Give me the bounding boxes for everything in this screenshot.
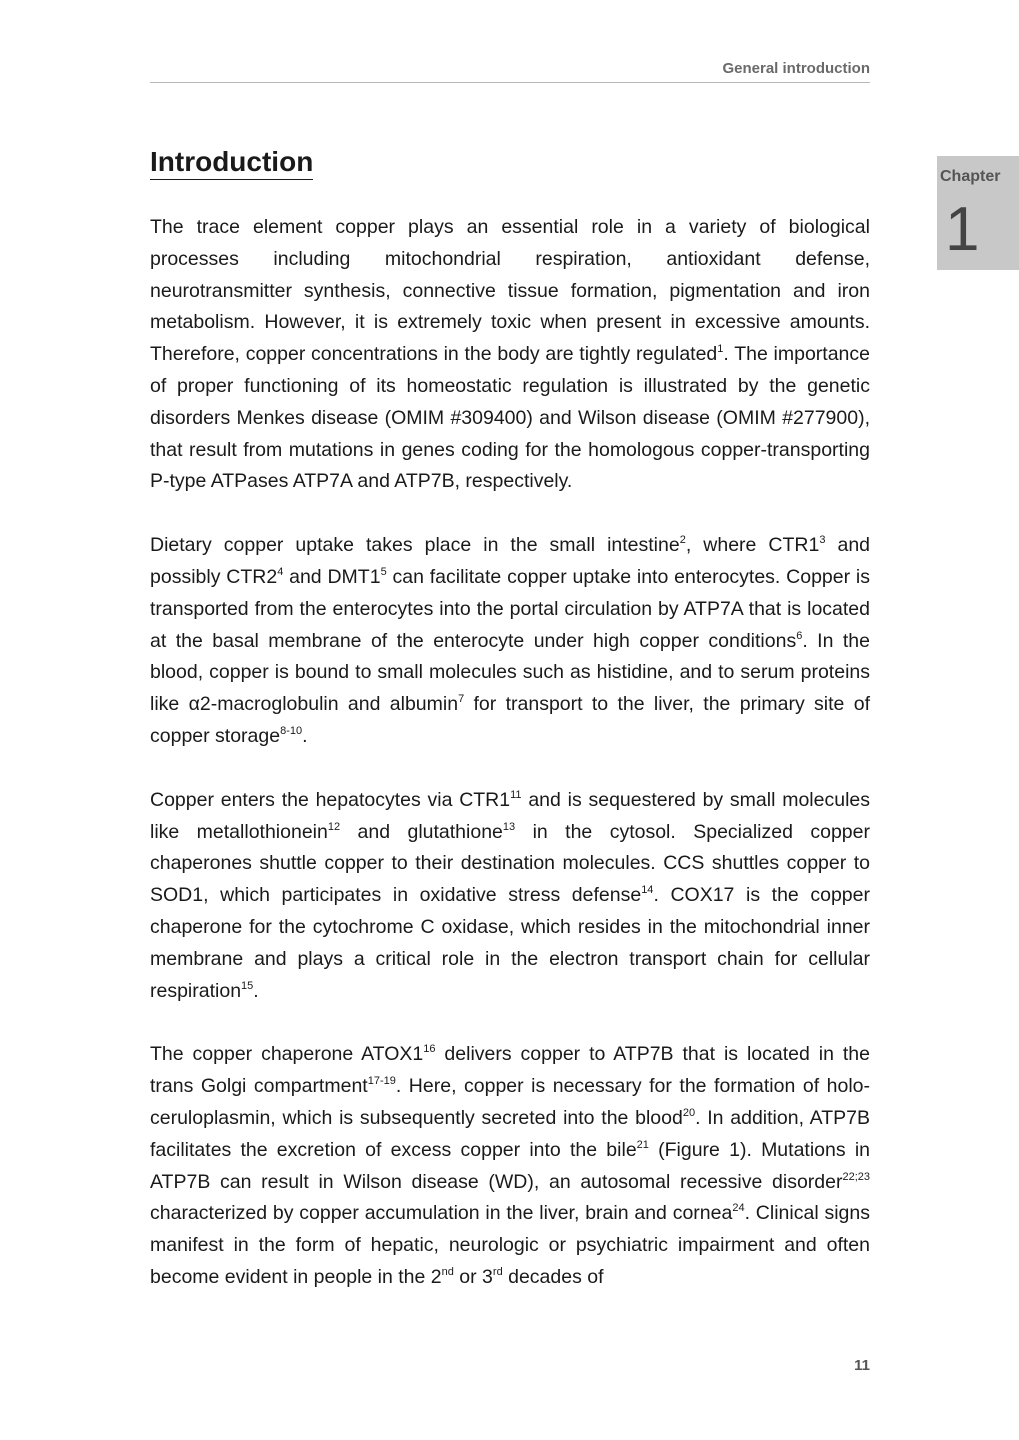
citation-superscript: 20 (682, 1106, 696, 1119)
citation-superscript: nd (441, 1265, 454, 1278)
text-run: Dietary copper uptake takes place in the small intestine (150, 534, 680, 557)
text-run: . Here, copper is necessary for the formation of holo-ceruloplasmin, which is subsequently secreted into the blood (150, 1075, 870, 1129)
text-run: characterized by copper accumulation in the liver, brain and cornea (150, 1202, 733, 1225)
citation-superscript: 8-10 (280, 724, 303, 737)
text-run: decades of (502, 1265, 604, 1288)
running-header (150, 58, 870, 83)
citation-superscript: 17-19 (367, 1075, 396, 1088)
citation-superscript: 13 (502, 820, 516, 833)
text-run: and glutathione (340, 820, 503, 843)
citation-superscript: 3 (819, 534, 826, 547)
citation-superscript: 12 (327, 820, 341, 833)
citation-superscript: 1 (717, 343, 724, 356)
text-run: and DMT1 (283, 565, 381, 588)
text-run: , where CTR1 (685, 534, 820, 557)
text-run: . In addition, ATP7B facilitates the excretion of excess copper into the bile (150, 1106, 870, 1161)
citation-superscript: 16 (423, 1043, 436, 1056)
text-run: . (253, 979, 259, 1002)
running-header-title: General introduction (722, 60, 870, 77)
paragraph (150, 530, 870, 753)
text-run: can facilitate copper uptake into enterocytes. Copper is transported from the enterocytes into the portal circulation by ATP7A that is located at the basal membrane of the enterocyte under high copper conditions (150, 565, 871, 652)
citation-superscript: 7 (458, 693, 465, 706)
chapter-tab (937, 156, 1019, 270)
citation-superscript: 2 (679, 534, 686, 547)
text-run: (Figure 1). Mutations in ATP7B can result in Wilson disease (WD), an autosomal recessive disorder (150, 1138, 870, 1193)
citation-superscript: 15 (241, 979, 254, 992)
citation-superscript: 5 (380, 565, 387, 578)
page-number: 11 (854, 1357, 870, 1374)
section-title: Introduction (150, 146, 313, 180)
citation-superscript: 6 (796, 629, 803, 642)
body-text (150, 212, 870, 1326)
chapter-label: Chapter (940, 168, 1001, 185)
text-run: The copper chaperone ATOX1 (150, 1043, 424, 1066)
citation-superscript: 22;23 (842, 1170, 870, 1183)
citation-superscript: 21 (636, 1138, 649, 1151)
paragraph (150, 212, 870, 498)
text-run: The trace element copper plays an essential role in a variety of biological processes including mitochondrial respiration, antioxidant defense, neurotransmitter synthesis, connective tissue formation, pigmentation and iron metabolism. However, it is extremely toxic when present in excessive amounts. Therefore, copper concentrations in the body are tightly regulated (150, 216, 870, 366)
text-run: . (302, 724, 308, 747)
text-run: in the cytosol. Specialized copper chaperones shuttle copper to their destination molecules. CCS shuttles copper to SOD1, which participates in oxidative stress defense (150, 820, 870, 907)
citation-superscript: 24 (732, 1202, 745, 1215)
citation-superscript: 14 (641, 884, 654, 897)
paragraph (150, 785, 870, 1008)
text-run: Copper enters the hepatocytes via CTR1 (150, 788, 511, 811)
chapter-number: 1 (945, 195, 980, 264)
text-run: . The importance of proper functioning of its homeostatic regulation is illustrated by the genetic disorders Menkes disease (OMIM #309400) and Wilson disease (OMIM #277900), that result from mutations in genes coding for the homologous copper-transporting P-type ATPases ATP7A and ATP7B, respectively. (150, 343, 870, 493)
text-run: . In the blood, copper is bound to small molecules such as histidine, and to serum proteins like α2-macroglobulin and albumin (150, 629, 870, 716)
citation-superscript: 4 (277, 565, 284, 578)
paragraph (150, 1039, 870, 1293)
text-run: and is sequestered by small molecules like metallothionein (150, 788, 870, 843)
text-run: delivers copper to ATP7B that is located in the trans Golgi compartment (150, 1043, 870, 1098)
text-run: for transport to the liver, the primary site of copper storage (150, 693, 870, 747)
text-run: and possibly CTR2 (150, 534, 871, 588)
citation-superscript: 11 (510, 788, 522, 801)
text-run: . COX17 is the copper chaperone for the cytochrome C oxidase, which resides in the mitochondrial inner membrane and plays a critical role in the electron transport chain for cellular respiration (150, 884, 870, 1002)
citation-superscript: rd (492, 1265, 503, 1278)
text-run: . Clinical signs manifest in the form of hepatic, neurologic or psychiatric impairment and often become evident in people in the 2 (150, 1202, 870, 1288)
text-run: or 3 (453, 1265, 493, 1288)
